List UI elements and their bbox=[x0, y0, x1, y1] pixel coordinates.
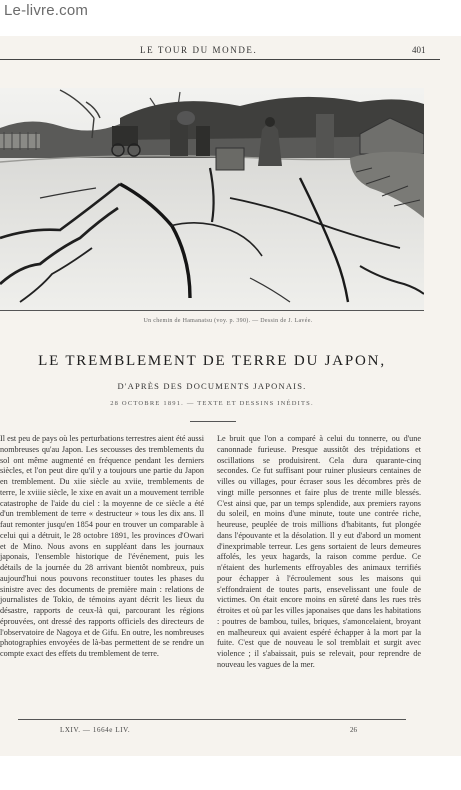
footer-signature: 26 bbox=[350, 726, 357, 734]
right-column bbox=[217, 434, 421, 715]
footer-issue: LXIV. — 1664e LIV. bbox=[60, 726, 131, 734]
article-subtitle: D'APRÈS DES DOCUMENTS JAPONAIS. bbox=[117, 381, 307, 391]
left-column bbox=[0, 434, 204, 715]
site-watermark: Le-livre.com bbox=[4, 2, 89, 19]
article-title: LE TREMBLEMENT DE TERRE DU JAPON, bbox=[38, 353, 386, 369]
left-column-text: Il est peu de pays où les perturbations terrestres aient été aussi nombreuses qu'au Japon. Les secousses des tremblements du sol ont même augmenté en fréquence pendant les derniers siècles, et l'on peut dire qu'il y a toujours une partie du Japon en tremblement. Du xiie siècle au xviie, tremblements de terre, le xviiie siècle, le xixe en avait un a mouvement terrible catastrophe de l'aide du ciel : la moyenne de ce siècle a été d'un tremblement de terre « destructeur » tous les dix ans. Il faut remonter jusqu'en 1854 pour en trouver un comparable à celui qui a détruit, le 28 octobre 1891, les provinces d'Owari et de Mino. Nous avons en suppléant dans les journaux japonais, l'ensemble historique de l'événement, puis les détails de la journée du 28 arrivant bientôt nombreux, puis aujourd'hui nous pouvons reconstituer toutes les phases du sinistre avec des documents de première main : relations de journalistes de Tokio, de témoins ayant décrit les lieux du désastre, rapports de ceux-là qui, parcourant les régions éprouvées, ont dressé des rapports officiels des directeurs de l'observatoire de Nagoya et de Gifu. En outre, les nombreuses photographies envoyées de là-bas permettent de se rendre un compte exact des effets du tremblement de terre. bbox=[0, 434, 204, 658]
right-column-text: Le bruit que l'on a comparé à celui du tonnerre, ou d'une canonnade furieuse. Presque aussitôt des trépidations et oscillations se produisirent. Cela dura quarante-cinq secondes. Ce fut suffisant pour ruiner plusieurs centaines de villes ou villages, pour écraser sous les décombres près de vingt mille personnes et faire plus de trente mille blessés. C'est ainsi que, par un temps splendide, aux premiers rayons du soleil, en moins d'une minute, toute une contrée riche, heureuse, peuplée de trois millions d'habitants, fut plongée dans l'épouvante et la désolation. Il y eut d'abord un moment d'inexprimable terreur. Les gens sortaient de leurs demeures affolés, les yeux hagards, la raison comme perdue. Ce n'étaient des hurlements effroyables des animaux terrifiés pour échapper à l'écroulement sous les maisons qui s'effondraient de toutes parts, ensevelissant une foule de victimes. On était encore moins en sûreté dans les rues très étroites et où par les villes japonaises que dans les habitations : poutres de bambou, tuiles, briques, s'amoncelaient, broyant en malheureux qui avaient espéré échapper à la mort par la fuite. C'est que de nouveau le sol tremblait et surgit avec violence ; il s'abaissait, puis se relevait, pour reprendre de nouveau les vagues de la mer. bbox=[217, 434, 421, 669]
page-number: 401 bbox=[412, 45, 426, 55]
engraving-earthquake-road bbox=[0, 88, 424, 311]
header-rule bbox=[0, 59, 440, 60]
article-dateline: 28 OCTOBRE 1891. — TEXTE ET DESSINS INÉDITS. bbox=[110, 400, 314, 407]
figure-caption: Un chemin de Hamanatsu (voy. p. 390). — Dessin de J. Lavée. bbox=[143, 318, 313, 324]
running-header: LE TOUR DU MONDE. bbox=[140, 45, 258, 55]
footer-rule bbox=[18, 719, 406, 720]
title-divider bbox=[190, 421, 236, 422]
